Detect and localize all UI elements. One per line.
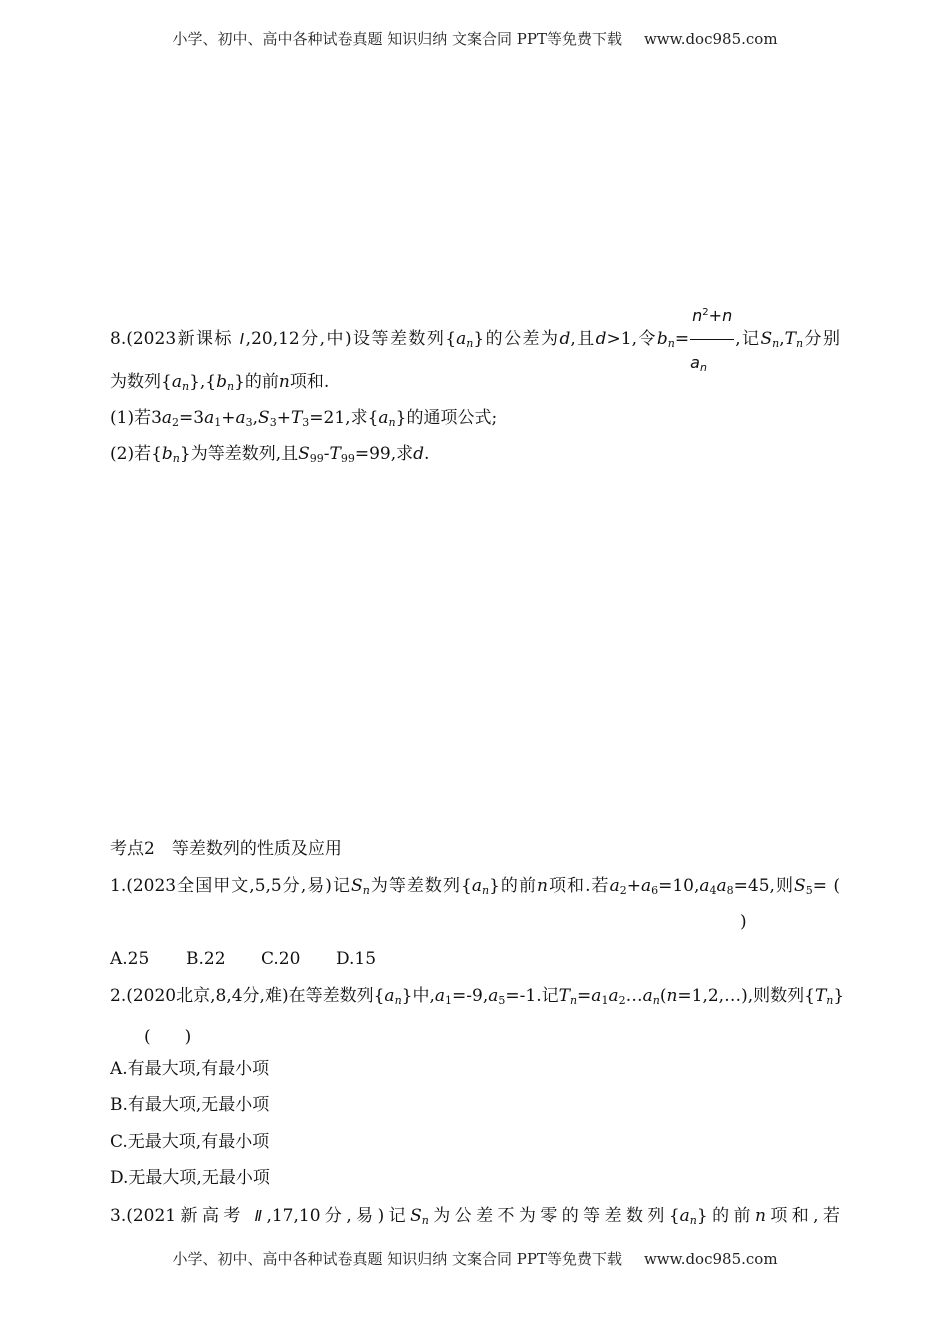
section-title: 考点2 等差数列的性质及应用	[110, 839, 342, 859]
footer-url[interactable]: www.doc985.com	[643, 1250, 778, 1268]
footer-text: 小学、初中、高中各种试卷真题 知识归纳 文案合同 PPT等免费下载	[172, 1250, 622, 1268]
q1-option-a: A.25	[110, 949, 150, 969]
q2-source: 2.(2020北京,8,4分,难)	[110, 986, 289, 1006]
q8-number: 8.	[110, 329, 127, 349]
q2-answer-paren: ( )	[144, 1027, 192, 1047]
header-url[interactable]: www.doc985.com	[643, 30, 778, 48]
q2-option-c: C.无最大项,有最小项	[110, 1132, 270, 1152]
q8-part2: (2)若$\{b_n\}$为等差数列,且$S_{99}-T_{99}=99$,求d.	[110, 444, 430, 465]
q8-source: (2023新课标	[126, 329, 233, 349]
q8-line2: 为数列$\{a_n\},\{b_n\}$的前n项和.	[110, 372, 330, 393]
q1-option-d: D.15	[336, 949, 377, 969]
q2-option-a: A.有最大项,有最小项	[110, 1059, 270, 1079]
q8-roman: Ⅰ	[239, 330, 246, 348]
q2-option-d: D.无最大项,无最小项	[110, 1168, 270, 1188]
q8-part1: (1)若$3a_2=3a_1+a_3,S_3+T_3=21$,求$\{a_n\}$的通项公式;	[110, 408, 498, 429]
q1-option-c: C.20	[261, 949, 301, 969]
q2-option-b: B.有最大项,无最小项	[110, 1095, 270, 1115]
q1-source: 1.(2023全国甲文,5,5分,易)	[110, 876, 332, 896]
page-footer	[0, 1248, 950, 1269]
header-text: 小学、初中、高中各种试卷真题 知识归纳 文案合同 PPT等免费下载	[172, 30, 622, 48]
page-header	[0, 28, 950, 49]
q1-options	[110, 948, 840, 970]
q3-source-tail: ,17,10分,易)	[266, 1206, 385, 1226]
q3-stem: 3.(2021新高考 Ⅱ,17,10分,易)记$S_n$为公差不为零的等差数列$\{a_n\}$的前n项和,若	[110, 1206, 840, 1227]
q3-roman: Ⅱ	[254, 1207, 267, 1225]
q8-stem: 8.(2023新课标 Ⅰ,20,12分,中)设等差数列$\{a_n\}$的公差为d,且d>1,令$b_n=$ $\frac{n^2+n}{a_n}$ ,记$S_n,T_n$分别	[110, 296, 840, 383]
q8-source-tail: ,20,12分,中)	[245, 329, 352, 349]
q1-answer-paren: )	[740, 912, 747, 932]
q2-stem: 2.(2020北京,8,4分,难)在等差数列$\{a_n\}$中$,a_1=-9,a_5=-1$.记$T_n=a_1a_2\dots a_n(n=1,2,\dots)$,则数列$\{T_n\}$	[110, 986, 845, 1007]
q1-option-b: B.22	[186, 949, 226, 969]
q8-fraction: $\frac{n^2+n}{a_n}$	[690, 296, 734, 383]
q1-stem: 1.(2023全国甲文,5,5分,易)记$S_n$为等差数列$\{a_n\}$的前n项和.若$a_2+a_6=10,a_4a_8=45$,则$S_5=$ (	[110, 876, 841, 897]
q3-source: 3.(2021新高考	[110, 1206, 245, 1226]
